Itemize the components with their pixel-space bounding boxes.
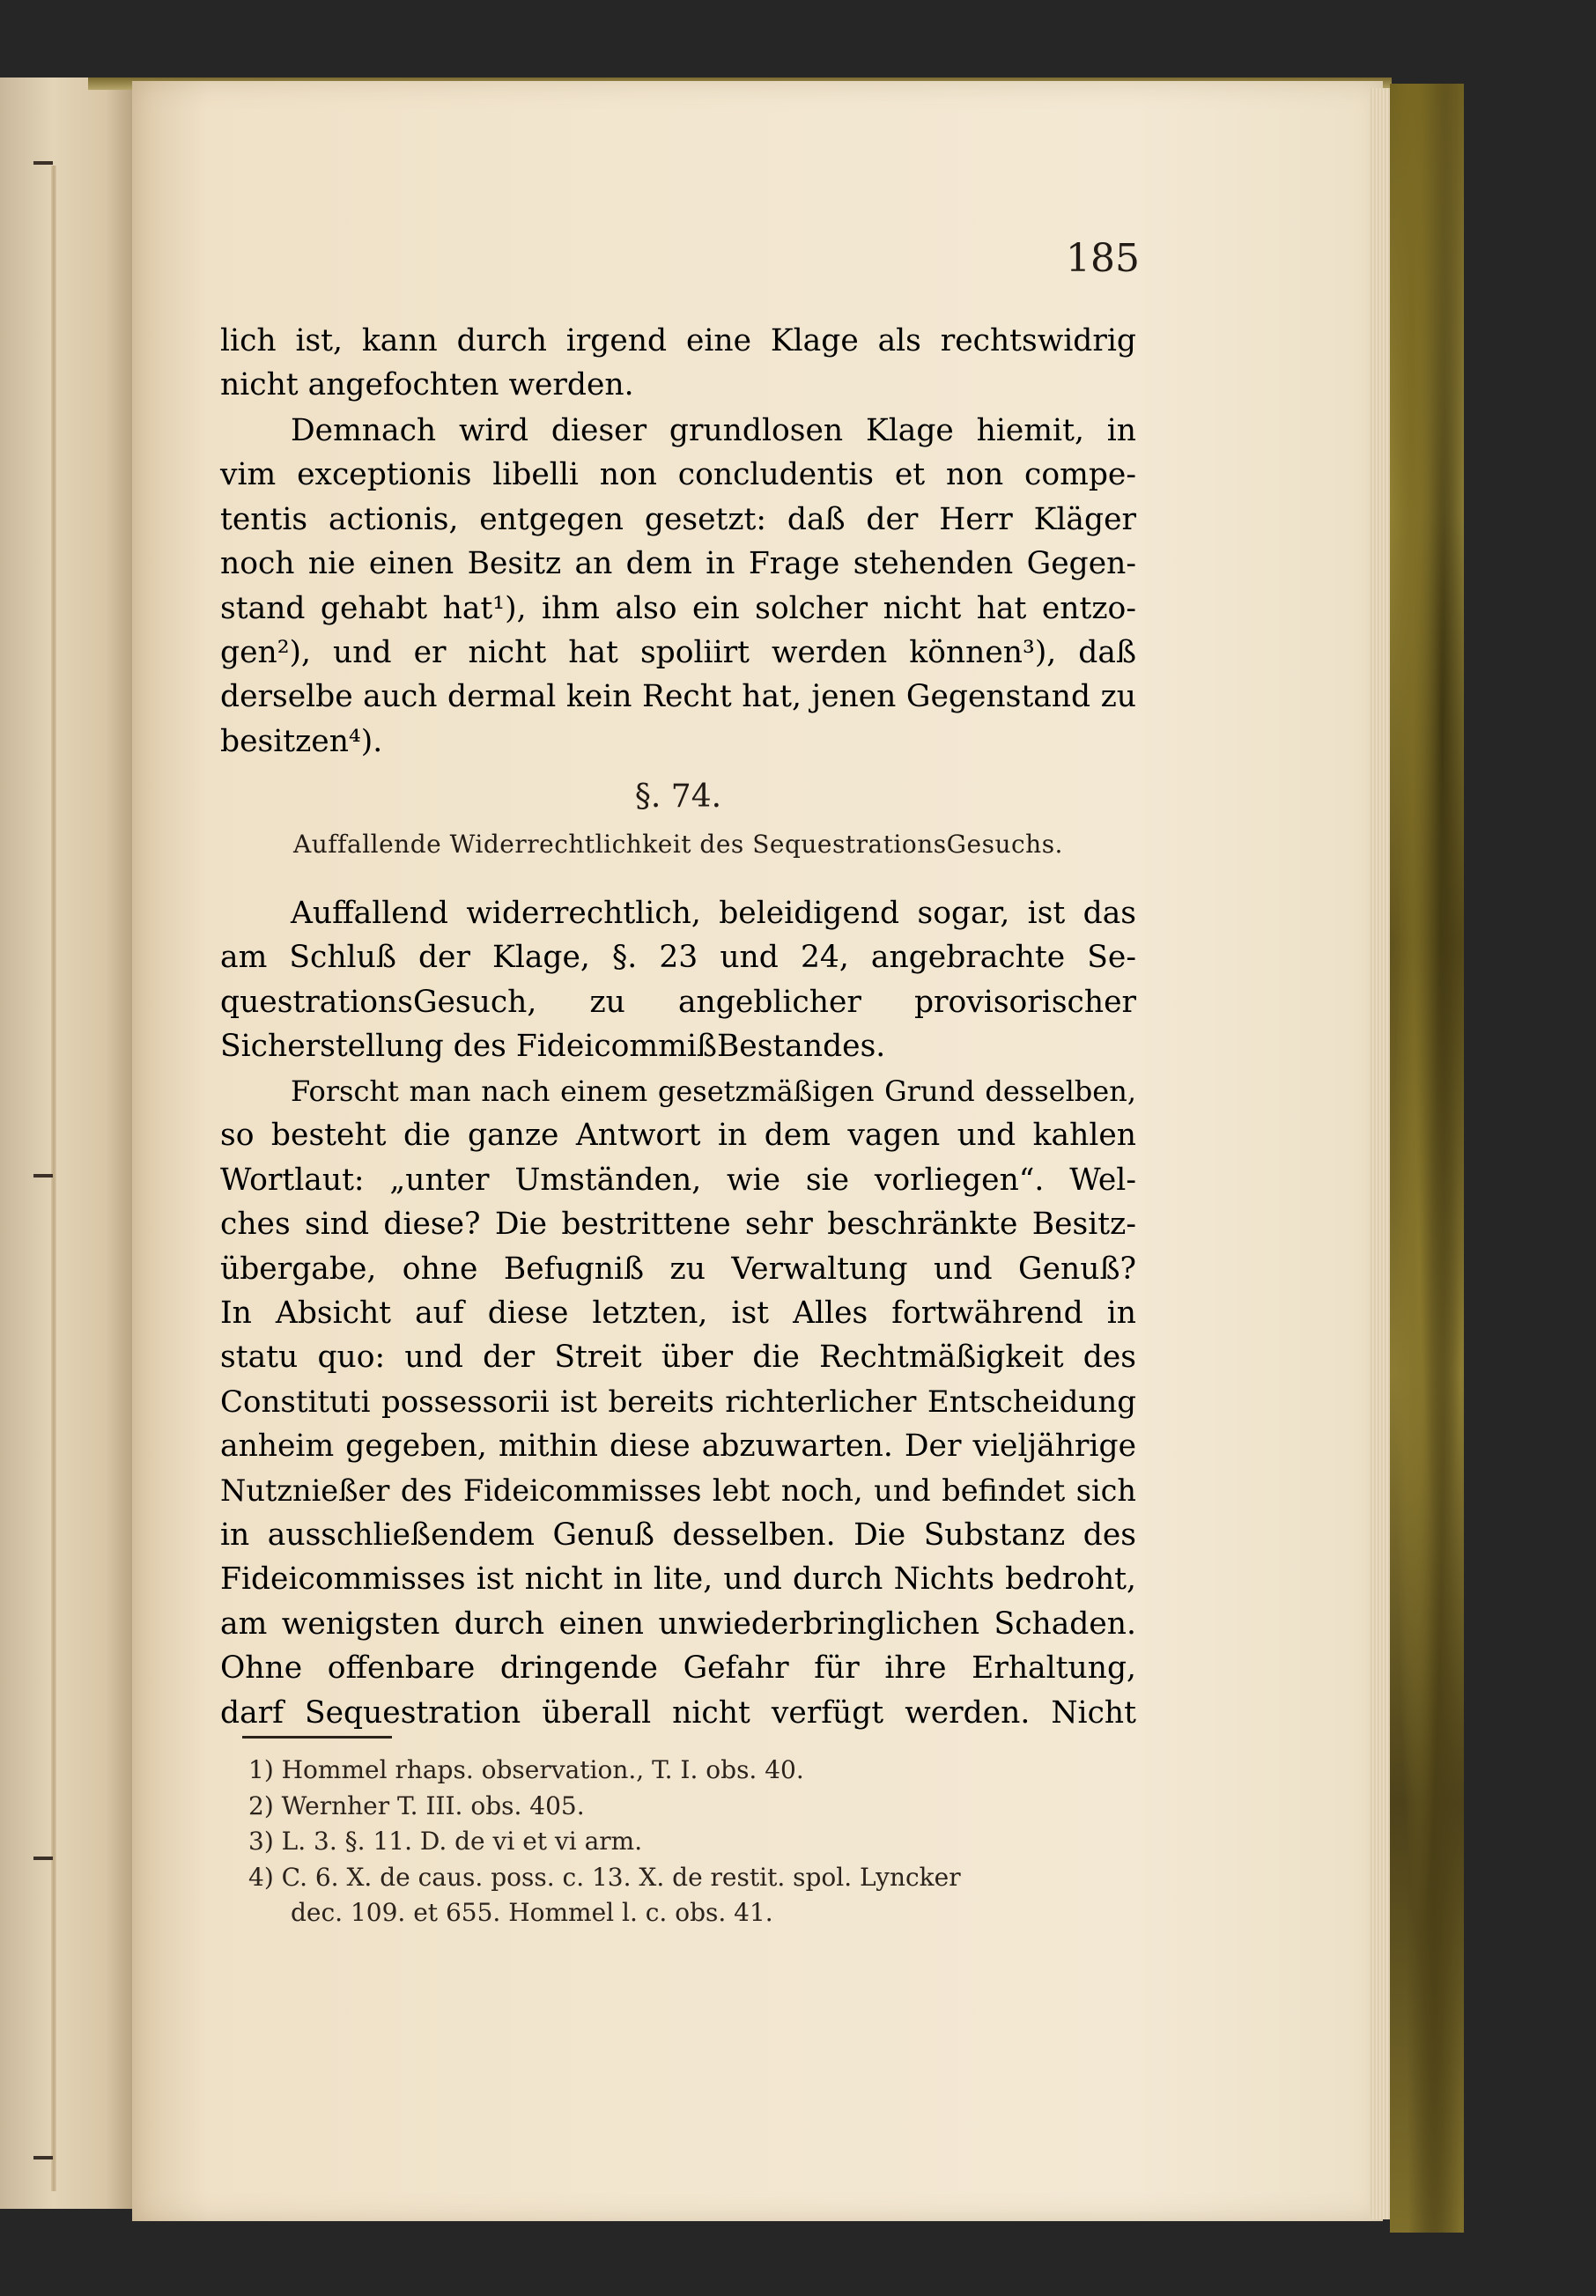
page-number: 185 [1066,236,1140,281]
left-page-edge [0,78,132,2209]
binding-thread-mark [33,2156,53,2159]
footnote-rule [242,1736,392,1739]
text-line: tentis actionis, entgegen gesetzt: daß der Herr Kläger [220,501,1136,537]
text-line: nicht angefochten werden. [220,367,634,403]
paragraph-2 [220,409,1136,764]
text-line: besitzen⁴). [220,723,383,759]
section-number: §. 74. [634,779,722,815]
text-line: so besteht die ganze Antwort in dem vagen und kahlen [220,1118,1136,1154]
text-line: ches sind diese? Die bestrittene sehr beschränkte Besitz- [220,1207,1136,1243]
binding-thread-mark [33,161,53,165]
text-line: darf Sequestration überall nicht verfügt werden. Nicht [220,1694,1136,1731]
footnote-2: 2) Wernher T. III. obs. 405. [248,1790,585,1820]
footnote-4: 4) C. 6. X. de caus. poss. c. 13. X. de restit. spol. Lyncker [248,1862,961,1892]
text-line: Forscht man nach einem gesetzmäßigen Grund desselben, [291,1074,1136,1108]
text-line: Fideicommisses ist nicht in lite, und durch Nichts bedroht, [220,1561,1136,1598]
paragraph-4 [220,1069,1136,1735]
text-line: am wenigsten durch einen unwiederbringlichen Schaden. [220,1606,1136,1642]
binding-thread-mark [33,1174,53,1178]
text-line: stand gehabt hat¹), ihm also ein solcher nicht hat entzo- [220,590,1136,626]
footnote-1: 1) Hommel rhaps. observation., T. I. obs. 40. [248,1755,804,1784]
footnote-3: 3) L. 3. §. 11. D. de vi et vi arm. [248,1827,643,1856]
text-line: Ohne offenbare dringende Gefahr für ihre Erhaltung, [220,1650,1136,1687]
text-line: Nutznießer des Fideicommisses lebt noch, und befindet sich [220,1473,1136,1508]
text-line: am Schluß der Klage, §. 23 und 24, angebrachte Se- [220,940,1136,976]
text-line: Demnach wird dieser grundlosen Klage hiemit, in [291,413,1136,448]
paragraph-3 [220,891,1136,1069]
text-line: derselbe auch dermal kein Recht hat, jenen Gegenstand zu [220,679,1136,715]
marbled-cover-edge [1390,84,1464,2233]
binding-thread-mark [33,1857,53,1860]
text-line: Sicherstellung des FideicommißBestandes. [220,1029,886,1065]
footnote-4-continuation [248,1895,1138,1931]
text-line: Wortlaut: „unter Umständen, wie sie vorliegen“. Wel- [220,1162,1136,1198]
text-line: Auffallend widerrechtlich, beleidigend sogar, ist das [291,896,1136,931]
text-line: übergabe, ohne Befugniß zu Verwaltung und Genuß? [220,1251,1136,1287]
spine-shadow [51,166,56,2191]
text-line: questrationsGesuch, zu angeblicher provisorischer [220,984,1136,1020]
text-line: vim exceptionis libelli non concludentis et non compe- [220,457,1136,493]
text-line: gen²), und er nicht hat spoliirt werden können³), daß [220,635,1136,671]
section-title: Auffallende Widerrechtlichkeit des SequestrationsGesuchs. [293,830,1063,859]
text-line: statu quo: und der Streit über die Rechtmäßigkeit des [220,1340,1136,1376]
text-line: noch nie einen Besitz an dem in Frage stehenden Gegen- [220,546,1136,582]
text-line: In Absicht auf diese letzten, ist Alles fortwährend in [220,1296,1136,1332]
paragraph-1 [220,319,1136,408]
text-line: in ausschließendem Genuß desselben. Die Substanz des [220,1517,1136,1554]
text-line: anheim gegeben, mithin diese abzuwarten. Der vieljährige [220,1429,1136,1465]
footnotes [248,1753,1138,1931]
text-line: Constituti possessorii ist bereits richterlicher Entscheidung [220,1384,1136,1420]
text-line: lich ist, kann durch irgend eine Klage als rechtswidrig [220,323,1136,358]
footnote-4-continuation-text: dec. 109. et 655. Hommel l. c. obs. 41. [291,1898,773,1927]
